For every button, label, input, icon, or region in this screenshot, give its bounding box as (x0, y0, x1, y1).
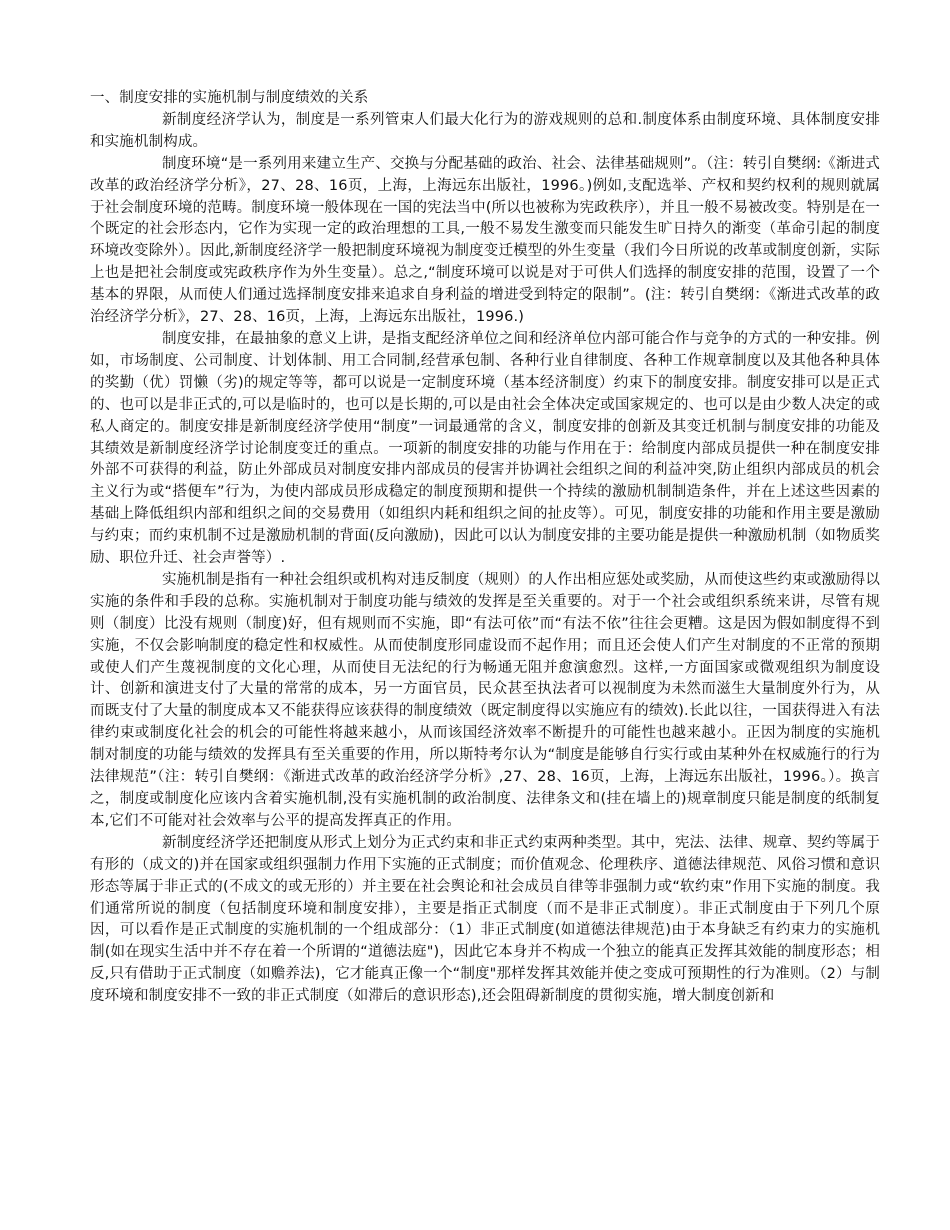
paragraph-enforcement-mechanism: 实施机制是指有一种社会组织或机构对违反制度（规则）的人作出相应惩处或奖励，从而使这些约束或激励得以实施的条件和手段的总称。实施机制对于制度功能与绩效的发挥是至关重要的。对于一个社会或组织系统来讲，尽管有规则（制度）比没有规则（制度)好，但有规则而不实施，即“有法可依”而“有法不依”往往会更糟。这是因为假如制度得不到实施，不仅会影响制度的稳定性和权威性。从而使制度形同虚设而不起作用；而且还会使人们产生对制度的不正常的预期或使人们产生蔑视制度的文化心理，从而使目无法纪的行为畅通无阻并愈演愈烈。这样,一方面国家或微观组织为制度设计、创新和演进支付了大量的常常的成本，另一方面官员，民众甚至执法者可以视制度为未然而滋生大量制度外行为，从而既支付了大量的制度成本又不能获得应该获得的制度绩效（既定制度得以实施应有的绩效).长此以往，一国获得进入有法律约束或制度化社会的机会的可能性将越来越小，从而该国经济效率不断提升的可能性也越来越小。正因为制度的实施机制对制度的功能与绩效的发挥具有至关重要的作用，所以斯特考尔认为“制度是能够自行实行或由某种外在权威施行的行为法律规范”（注：转引自樊纲：《渐进式改革的政治经济学分析》,27、28、16页，上海，上海远东出版社，1996。）。换言之，制度或制度化应该内含着实施机制,没有实施机制的政治制度、法律条文和(挂在墙上的)规章制度只能是制度的纸制复本,它们不可能对社会效率与公平的提高发挥真正的作用。 (90, 571, 880, 829)
section-heading: 一、制度安排的实施机制与制度绩效的关系 (90, 90, 369, 106)
paragraph-institutional-arrangement: 制度安排，在最抽象的意义上讲，是指支配经济单位之间和经济单位内部可能合作与竞争的方式的一种安排。例如，市场制度、公司制度、计划体制、用工合同制,经营承包制、各种行业自律制度、各种工作规章制度以及其他各种具体的奖勤（优）罚懒（劣)的规定等等，都可以说是一定制度环境（基本经济制度）约束下的制度安排。制度安排可以是正式的、也可以是非正式的,可以是临时的，也可以是长期的,可以是由社会全体决定或国家规定的、也可以是由少数人决定的或私人商定的。制度安排是新制度经济学使用“制度”一词最通常的含义，制度安排的创新及其变迁机制与制度安排的功能及其绩效是新制度经济学讨论制度变迁的重点。一项新的制度安排的功能与作用在于：给制度内部成员提供一种在制度安排外部不可获得的利益，防止外部成员对制度安排内部成员的侵害并协调社会组织之间的利益冲突,防止组织内部成员的机会主义行为或“搭便车”行为，为使内部成员形成稳定的制度预期和提供一个持续的激励机制制造条件，并在上述这些因素的基础上降低组织内部和组织之间的交易费用（如组织内耗和组织之间的扯皮等）。可见，制度安排的功能和作用主要是激励与约束；而约束机制不过是激励机制的背面(反向激励)，因此可以认为制度安排的主要功能是提供一种激励机制（如物质奖励、职位升迁、社会声誉等）. (90, 330, 880, 567)
paragraph-formal-informal-constraints: 新制度经济学还把制度从形式上划分为正式约束和非正式约束两种类型。其中，宪法、法律、规章、契约等属于有形的（成文的)并在国家或组织强制力作用下实施的正式制度；而价值观念、伦理秩序、道德法律规范、风俗习惯和意识形态等属于非正式的(不成文的或无形的）并主要在社会舆论和社会成员自律等非强制力或“软约束”作用下实施的制度。我们通常所说的制度（包括制度环境和制度安排），主要是指正式制度（而不是非正式制度）。非正式制度由于下列几个原因，可以看作是正式制度的实施机制的一个组成部分：（1）非正式制度(如道德法律规范)由于本身缺乏有约束力的实施机制(如在现实生活中并不存在着一个所谓的“道德法庭")，因此它本身并不构成一个独立的能真正发挥其效能的制度形态；相反,只有借助于正式制度（如赡养法)，它才能真正像一个“制度"那样发挥其效能并使之变成可预期性的行为准则。（2）与制度环境和制度安排不一致的非正式制度（如滞后的意识形态),还会阻碍新制度的贯彻实施，增大制度创新和 (90, 834, 880, 1005)
paragraph-institutional-environment: 制度环境“是一系列用来建立生产、交换与分配基础的政治、社会、法律基础规则”。（注：转引自樊纲:《渐进式改革的政治经济学分析》，27、28、16页，上海，上海远东出版社，1996。)例如,支配选举、产权和契约权利的规则就属于社会制度环境的范畴。制度环境一般体现在一国的宪法当中(所以也被称为宪政秩序），并且一般不易被改变。特别是在一个既定的社会形态内，它作为实现一定的政治理想的工具,一般不易发生激变而只能发生旷日持久的渐变（革命引起的制度环境改变除外）。因此,新制度经济学一般把制度环境视为制度变迁模型的外生变量（我们今日所说的改革或制度创新，实际上也是把社会制度或宪政秩序作为外生变量）。总之,“制度环境可以说是对于可供人们选择的制度安排的范围，设置了一个基本的界限，从而使人们通过选择制度安排来追求自身利益的增进受到特定的限制”。(注：转引自樊纲：《渐进式改革的政治经济学分析》，27、28、16页，上海，上海远东出版社，1996.) (90, 155, 880, 326)
paragraph-definition: 新制度经济学认为，制度是一系列管束人们最大化行为的游戏规则的总和.制度体系由制度环境、具体制度安排和实施机制构成。 (90, 111, 880, 150)
